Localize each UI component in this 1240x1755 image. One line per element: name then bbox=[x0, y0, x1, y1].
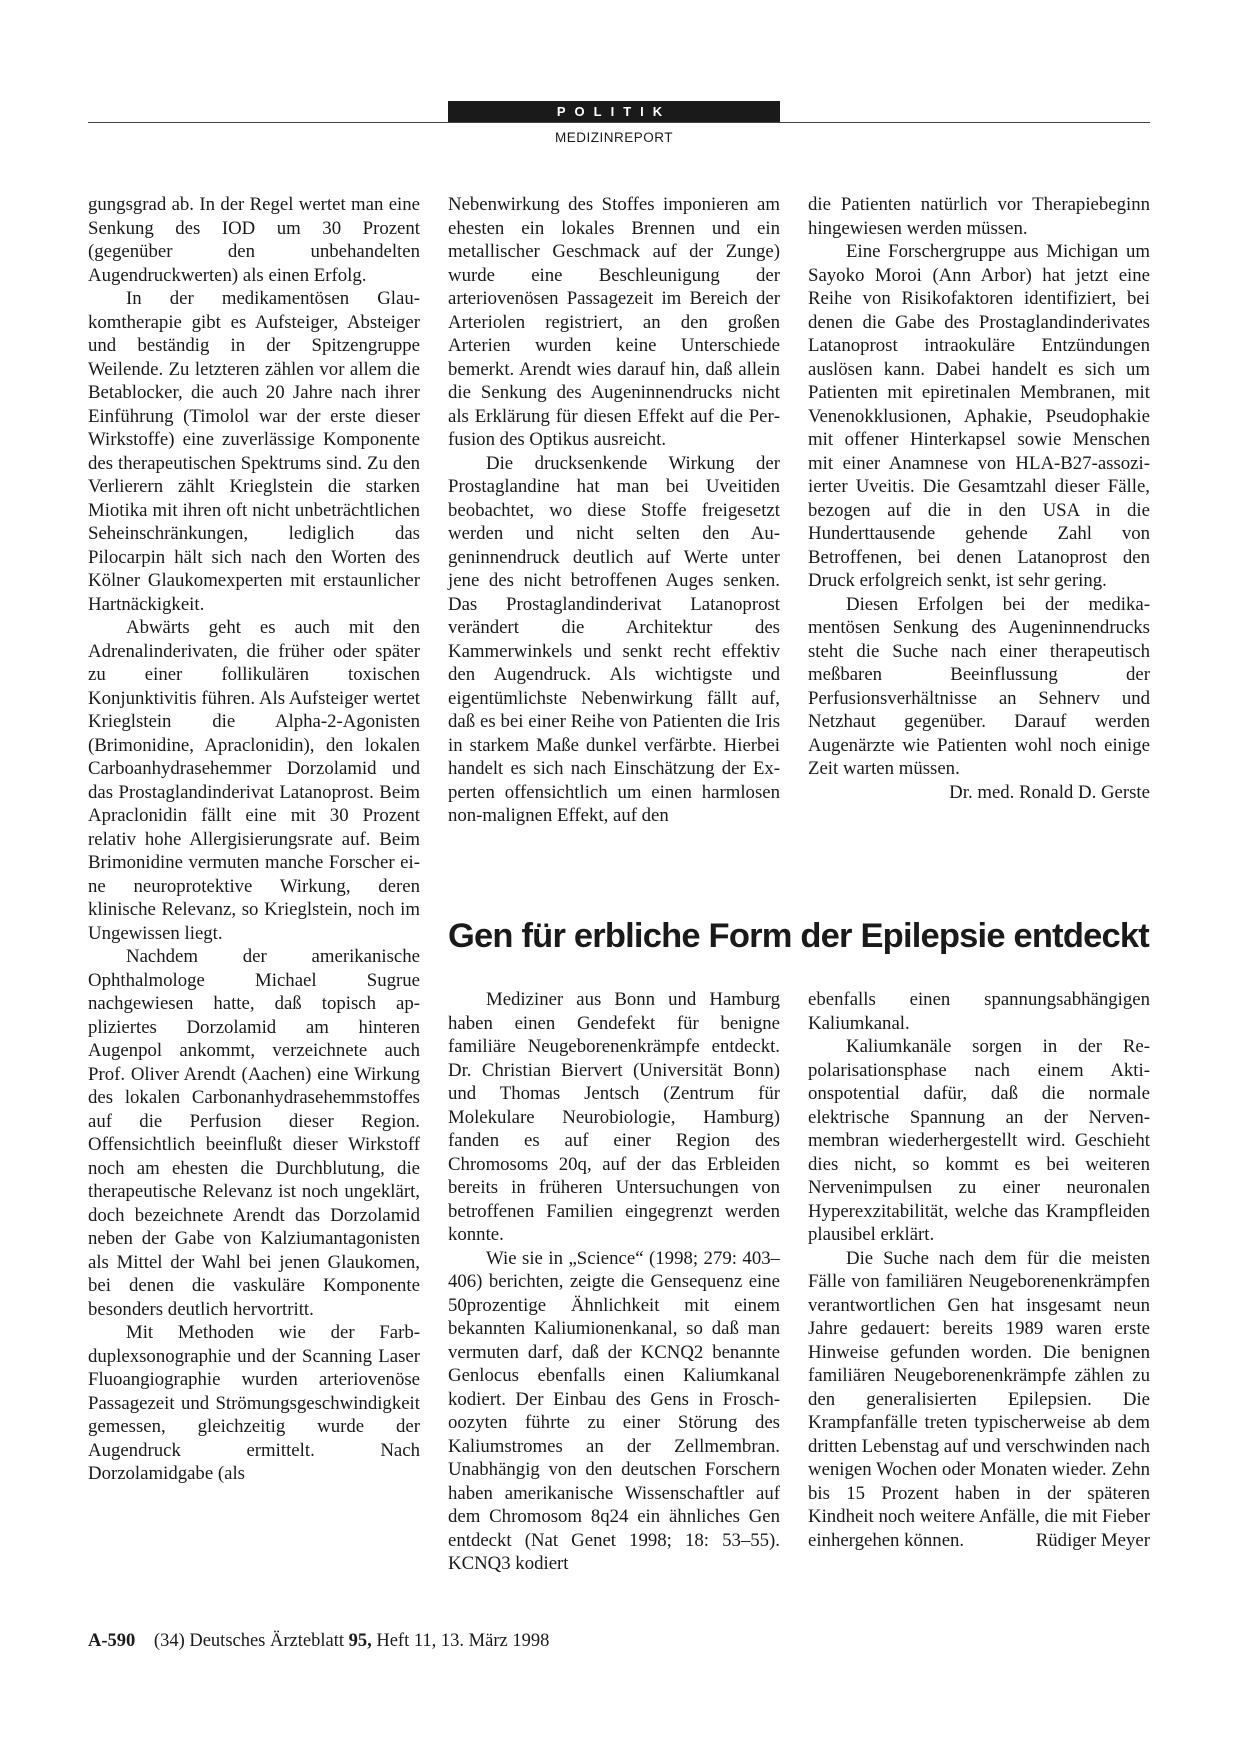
paragraph: In der medikamentösen Glaukomtherapie gibt es Aufsteiger, Absteiger und beständig in der Spitzengruppe Weilende. Zu letzteren zählen vor allem die Betablocker, die auch 20 Jahre nach ihrer Einführung (Timolol war der erste dieser Wirkstoffe) eine zuverlässige Komponente des therapeutischen Spektrums sind. Zu den Verlierern zählt Krieglstein die starken Miotika mit ihren oft nicht unbeträchtlichen Seheinschränkungen, lediglich das Pilocarpin hält sich nach den Worten des Kölner Glaukomexperten mit erstaunlicher Hartnäckigkeit. bbox=[88, 288, 420, 615]
issue-date: Heft 11, 13. März 1998 bbox=[376, 1631, 550, 1651]
paragraph: die Patienten natürlich vor Therapiebeginn hingewiesen werden müssen. bbox=[808, 194, 1150, 239]
page-footer bbox=[88, 1631, 549, 1652]
journal-volume: 95, bbox=[348, 1631, 372, 1651]
paragraph: Nachdem der amerikanische Ophthalmologe Michael Sugrue nachgewiesen hatte, daß topisch appliziertes Dorzolamid am hinteren Augenpol ankommt, verzeichnete auch Prof. Oliver Arendt (Aachen) eine Wirkung des lokalen Carbonanhydrasehemmstoffes auf die Perfusion dieser Region. Offensichtlich beeinflußt dieser Wirkstoff noch am ehesten die Durchblutung, die therapeutische Relevanz ist noch ungeklärt, doch bezeichnete Arendt das Dorzolamid neben der Gabe von Kalziumantagonisten als Mittel der Wahl bei jenen Glaukomen, bei denen die vaskuläre Komponente besonders deutlich hervortritt. bbox=[88, 946, 420, 1320]
paragraph: Kaliumkanäle sorgen in der Repolarisationsphase nach einem Aktionspotential dafür, daß die normale elektrische Spannung an der Nervenmembran wiederhergestellt wird. Geschieht dies nicht, so kommt es bei weiteren Nervenimpulsen zu einer neuronalen Hyperexzitabilität, welche das Krampfleiden plausibel erklärt. bbox=[808, 1036, 1150, 1245]
paragraph-text: Diesen Erfolgen bei der medikamentösen Senkung des Augeninnendrucks steht die Suche nach einer therapeutisch meßbaren Beeinflussung der Perfusionsverhältnisse an Sehnerv und Netzhaut gegenüber. Darauf werden Augenärzte wie Patienten wohl noch einige Zeit warten müssen. bbox=[808, 593, 1150, 779]
paragraph: Abwärts geht es auch mit den Adrenalinderivaten, die früher oder später zu einer follikulären toxischen Konjunktivitis führen. Als Aufsteiger wertet Krieglstein die Alpha-2-Agonisten (Brimonidine, Apraclonidin), den lokalen Carboanhydrasehemmer Dorzolamid und das Prostaglandinderivat Latanoprost. Beim Apraclonidin fällt eine mit 30 Prozent relativ hohe Allergisierungsrate auf. Beim Brimonidine vermuten manche Forscher eine neuroprotektive Wirkung, deren klinische Relevanz, so Krieglstein, noch im Ungewissen liegt. bbox=[88, 617, 420, 944]
article2-column-2 bbox=[808, 988, 1150, 1552]
article-headline: Gen für erbliche Form der Epilepsie entdeckt bbox=[448, 917, 1149, 955]
article1-column-3 bbox=[808, 193, 1150, 804]
journal-name: (34) Deutsches Ärzteblatt bbox=[153, 1631, 344, 1651]
paragraph: Mediziner aus Bonn und Hamburg haben einen Gendefekt für benigne familiäre Neugeborenenkrämpfe entdeckt. Dr. Christian Biervert (Universität Bonn) und Thomas Jentsch (Zentrum für Molekulare Neurobiologie, Hamburg) fanden es auf einer Region des Chromosoms 20q, auf der das Erbleiden bereits in früheren Untersuchungen von betroffenen Familien eingegrenzt werden konnte. bbox=[448, 989, 780, 1245]
paragraph: Eine Forschergruppe aus Michigan um Sayoko Moroi (Ann Arbor) hat jetzt eine Reihe von Risikofaktoren identifiziert, bei denen die Gabe des Prostaglandinderivates Latanoprost intraokuläre Entzündungen auslösen kann. Dabei handelt es sich um Patienten mit epiretinalen Membranen, mit Venenokklusionen, Aphakie, Pseudophakie mit offener Hinterkapsel sowie Menschen mit einer Anamnese von HLA-B27-assoziierter Uveitis. Die Gesamtzahl dieser Fälle, bezogen auf die in den USA in die Hunderttausende gehende Zahl von Betroffenen, bei denen Latanoprost den Druck erfolgreich senkt, ist sehr gering. bbox=[808, 241, 1150, 591]
paragraph-text: Die Suche nach dem für die meisten Fälle von familiären Neugeborenenkrämpfen verantwortlichen Gen hat insgesamt neun Jahre gedauert: bereits 1989 waren erste Hinweise gefunden worden. Die benignen familiären Neugeborenenkrämpfe zählen zu den generalisierten Epilepsien. Die Krampfanfälle treten typischerweise ab dem dritten Lebenstag auf und verschwinden nach wenigen Wochen oder Monaten wieder. Zehn bis 15 Prozent haben in der späteren Kindheit noch weitere Anfälle, die mit Fieber einhergehen können. bbox=[808, 1247, 1150, 1551]
paragraph: Mit Methoden wie der Farbduplexsonographie und der Scanning Laser Fluoangiographie wurden arteriovenöse Passagezeit und Strömungsgeschwindigkeit gemessen, gleichzeitig wurde der Augendruck ermittelt. Nach Dorzolamidgabe (als bbox=[88, 1322, 420, 1484]
author-signature: Dr. med. Ronald D. Gerste bbox=[949, 781, 1150, 803]
section-label: POLITIK bbox=[448, 101, 780, 122]
paragraph: Wie sie in „Science“ (1998; 279: 403–406) berichten, zeigte die Gensequenz eine 50prozentige Ähnlichkeit mit einem bekannten Kaliumionenkanal, so daß man vermuten darf, daß der KCNQ2 benannte Genlocus ebenfalls einen Kaliumkanal kodiert. Der Einbau des Gens in Froschoozyten führte zu einer Störung des Kaliumstromes an der Zellmembran. Unabhängig von den deutschen Forschern haben amerikanische Wissenschaftler auf dem Chromosom 8q24 ein ähnliches Gen entdeckt (Nat Genet 1998; 18: 53–55). KCNQ3 kodiert bbox=[448, 1247, 780, 1574]
page-number: A-590 bbox=[88, 1631, 136, 1651]
paragraph: Nebenwirkung des Stoffes imponieren am ehesten ein lokales Brennen und ein metallischer Geschmack auf der Zunge) wurde eine Beschleunigung der arteriovenösen Passagezeit im Bereich der Arteriolen registriert, an den großen Arterien wurden keine Unterschiede bemerkt. Arendt wies darauf hin, daß allein die Senkung des Augeninnendrucks nicht als Erklärung für diesen Effekt auf die Perfusion des Optikus ausreicht. bbox=[448, 194, 780, 450]
article1-column-2 bbox=[448, 193, 780, 828]
paragraph bbox=[808, 1247, 1150, 1553]
article2-column-1 bbox=[448, 988, 780, 1576]
paragraph: Die drucksenkende Wirkung der Prostaglandine hat man bei Uveitiden beobachtet, wo diese Stoffe freigesetzt werden und nicht selten den Augeninnendruck deutlich auf Werte unter jene des nicht betroffenen Auges senken. Das Prostaglandinderivat Latanoprost verändert die Architektur des Kammerwinkels und senkt recht effektiv den Augendruck. Als wichtigste und eigentümlichste Nebenwirkung fällt auf, daß es bei einer Reihe von Patienten die Iris in starkem Maße dunkel verfärbte. Hierbei handelt es sich nach Einschätzung der Experten offensichtlich um einen harmlosen non-malignen Effekt, auf den bbox=[448, 452, 780, 826]
paragraph: ebenfalls einen spannungsabhängigen Kaliumkanal. bbox=[808, 989, 1150, 1034]
paragraph bbox=[808, 593, 1150, 803]
paragraph: gungsgrad ab. In der Regel wertet man eine Senkung des IOD um 30 Prozent (gegenüber den unbehandelten Augendruckwerten) als einen Erfolg. bbox=[88, 194, 420, 286]
author-signature: Rüdiger Meyer bbox=[1035, 1529, 1150, 1551]
subsection-label: MEDIZINREPORT bbox=[554, 130, 673, 145]
header-rule bbox=[88, 122, 1150, 123]
article1-column-1 bbox=[88, 193, 420, 1486]
